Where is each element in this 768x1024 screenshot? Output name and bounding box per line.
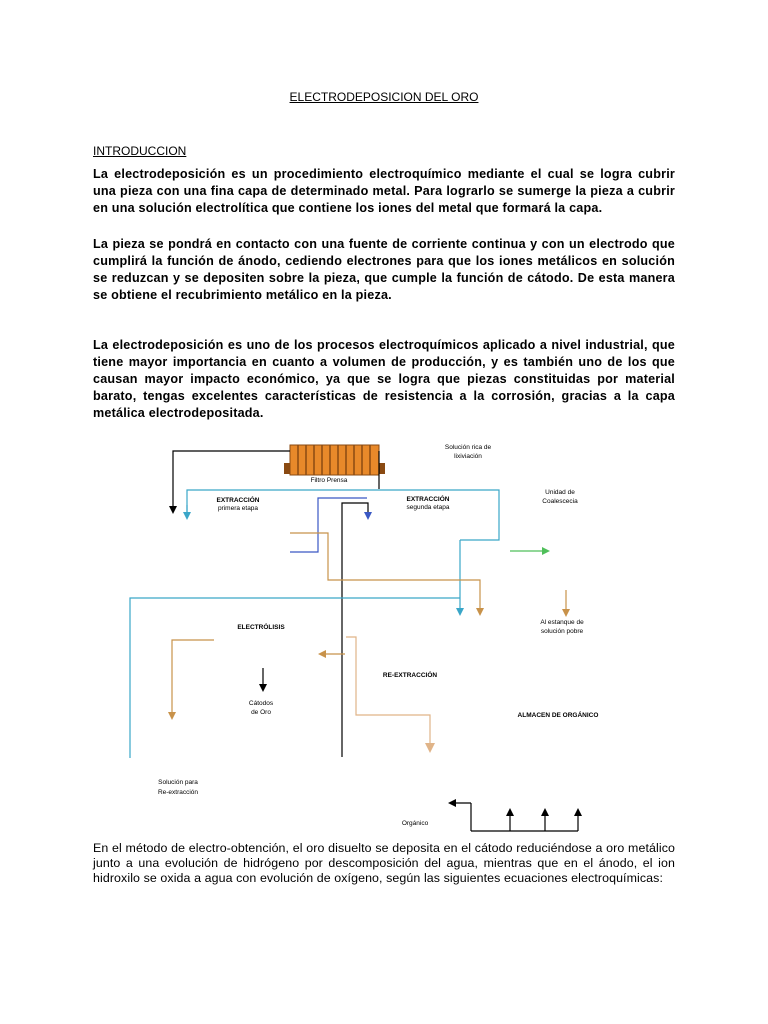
label-solucion-rica-1: Solución rica de [444, 444, 492, 451]
orange-flow-lines [172, 533, 566, 718]
label-extraccion-1a: EXTRACCIÓN [216, 497, 260, 504]
label-almacen: ALMACEN DE ORGÁNICO [517, 712, 599, 719]
paragraph-intro-1: La electrodeposición es un procedimiento electroquímico mediante el cual se logra cubrir una pieza con una fina capa de determinado metal. Para lograrlo se sumerge la pieza a cubrir en una solución electrolítica que contiene los iones del metal que formará la capa. [93, 167, 675, 215]
label-reextraccion: RE-EXTRACCIÓN [382, 672, 438, 679]
cyan-flow-lines [130, 490, 499, 758]
label-filtro-prensa: Filtro Prensa [310, 477, 348, 484]
label-estanque-2: solución pobre [540, 628, 584, 635]
document-title: ELECTRODEPOSICION DEL ORO [289, 90, 479, 104]
paragraph-intro-3: La electrodeposición es uno de los procesos electroquímicos aplicado a nivel industrial, que tiene mayor importancia en cuanto a volumen de producción, y es también uno de los que causan mayor impacto económico, ya que se logra que piezas constituidas por material barato, tengas excelentes características de resistencia a la corrosión, gracias a la capa metálica electrodepositada. [93, 338, 675, 420]
label-solucion-para-1: Solución para [158, 779, 198, 786]
label-solucion-para-2: Re-extracción [157, 789, 199, 796]
label-organico: Orgánico [401, 820, 429, 827]
section-heading: INTRODUCCION [93, 144, 187, 158]
light-orange-flow-lines [346, 637, 430, 750]
paragraph-electro-obtencion: En el método de electro-obtención, el oro disuelto se deposita en el cátodo reduciéndose a oro metálico junto a una evolución de hidrógeno por descomposición del agua, mientras que en el ánodo, el ion hidroxilo se oxida a agua con evolución de oxígeno, según las siguientes ecuaciones electroquímicas: [93, 841, 675, 885]
label-solucion-rica-2: lixiviación [454, 453, 482, 460]
label-unidad-1: Unidad de [545, 489, 575, 496]
label-extraccion-1b: primera etapa [217, 505, 259, 512]
label-estanque-1: Al estanque de [540, 619, 584, 626]
label-electrolisis: ELECTRÓLISIS [237, 624, 285, 631]
label-catodos-2: de Oro [251, 709, 271, 716]
label-catodos-1: Cátodos [248, 700, 274, 707]
paragraph-intro-2: La pieza se pondrá en contacto con una fuente de corriente continua y con un electrodo que cumplirá la función de ánodo, cediendo electrones para que los iones metálicos en solución se reduzcan y se depositen sobre la pieza, que cumple la función de cátodo. De esta manera se obtiene el recubrimiento metálico en la pieza. [93, 237, 675, 302]
label-extraccion-2b: segunda etapa [406, 504, 450, 511]
label-unidad-2: Coalescecia [542, 498, 578, 505]
label-extraccion-2a: EXTRACCIÓN [406, 496, 450, 503]
